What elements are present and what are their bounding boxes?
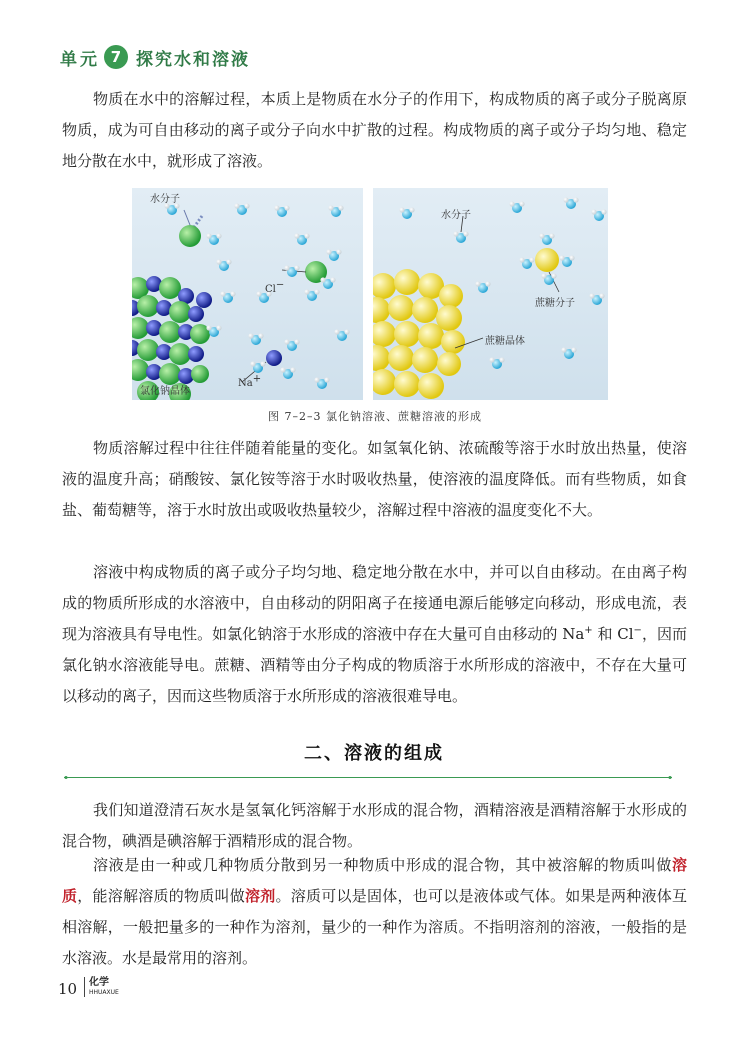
- page-number: 10: [58, 980, 78, 998]
- sucrose-crystal: [373, 269, 465, 399]
- paragraph-solute-solvent: 溶液是由一种或几种物质分散到另一种物质中形成的混合物，其中被溶解的物质叫做溶质，能溶解溶质的物质叫做溶剂。溶质可以是固体，也可以是液体或气体。如果是两种液体互相溶解，一般把量多的一种作为溶剂，量少的一种作为溶质。不指明溶剂的溶液，一般指的是水溶液。水是最常用的溶剂。: [62, 856, 687, 967]
- unit-number-badge: 7: [104, 45, 128, 69]
- figure-nacl-solution: [132, 188, 363, 400]
- sucrose-molecule: [535, 248, 559, 272]
- unit-header: [60, 44, 250, 70]
- figure-caption: 图 7–2–3 氯化钠溶液、蔗糖溶液的形成: [268, 410, 482, 423]
- chloride-label: Cl−: [265, 279, 285, 295]
- unit-title: 探究水和溶液: [136, 49, 250, 70]
- sucrose-crystal-label: 蔗糖晶体: [485, 336, 525, 347]
- paragraph-energy-change: 物质溶解过程中往往伴随着能量的变化。如氢氧化钠、浓硫酸等溶于水时放出热量，使溶液的温度升高；硝酸铵、氯化铵等溶于水时吸收热量，使溶液的温度降低。而有些物质，如食盐、葡萄糖等，溶于水时放出或吸收热量较少，溶解过程中溶液的温度变化不大。: [62, 439, 687, 519]
- sucrose-molecule-label: 蔗糖分子: [535, 298, 575, 309]
- nacl-crystal-label: 氯化钠晶体: [140, 386, 190, 397]
- chloride-ion: [179, 225, 201, 247]
- water-molecule-label: 水分子: [150, 194, 180, 205]
- paragraph-mixture-examples: 我们知道澄清石灰水是氢氧化钙溶解于水形成的混合物，酒精溶液是酒精溶解于水形成的混合物，碘酒是碘溶解于酒精形成的混合物。: [62, 801, 687, 850]
- figure-sucrose-solution: [373, 188, 608, 400]
- unit-word: 单元: [60, 49, 100, 70]
- water-molecule-label: 水分子: [441, 210, 471, 221]
- paragraph-conductivity: 溶液中构成物质的离子或分子均匀地、稳定地分散在水中，并可以自由移动。在由离子构成的物质所形成的水溶液中，自由移动的阴阳离子在接通电源后能够定向移动，形成电流，表现为溶液具有导电性。如氯化钠溶于水形成的溶液中存在大量可自由移动的 Na+ 和 Cl−，因而氯化钠水溶液能导电。蔗糖、酒精等由分子构成的物质溶于水所形成的溶液中，不存在大量可以移动的离子，因而这些物质溶于水所形成的溶液很难导电。: [62, 563, 687, 705]
- sodium-ion: [266, 350, 282, 366]
- paragraph-dissolution-process: 物质在水中的溶解过程，本质上是物质在水分子的作用下，构成物质的离子或分子脱离原物质，成为可自由移动的离子或分子向水中扩散的过程。构成物质的离子或分子均匀地、稳定地分散在水中，就形成了溶液。: [62, 90, 687, 170]
- sodium-label: Na+: [238, 373, 262, 389]
- section-divider: [64, 776, 672, 779]
- footer-subject-mark: [84, 977, 119, 997]
- term-solvent: 溶剂: [244, 887, 276, 905]
- term-solute: 溶质: [62, 856, 687, 905]
- section-title: 二、溶液的组成: [304, 743, 444, 764]
- sodium-ion: [196, 292, 212, 308]
- chloride-ion-formula: Cl−: [617, 625, 642, 643]
- nacl-illustration: [132, 188, 363, 400]
- footer-subject: 化学: [89, 977, 109, 988]
- sodium-ion-formula: Na+: [562, 625, 593, 643]
- footer-code: HHUAXUE: [89, 989, 119, 996]
